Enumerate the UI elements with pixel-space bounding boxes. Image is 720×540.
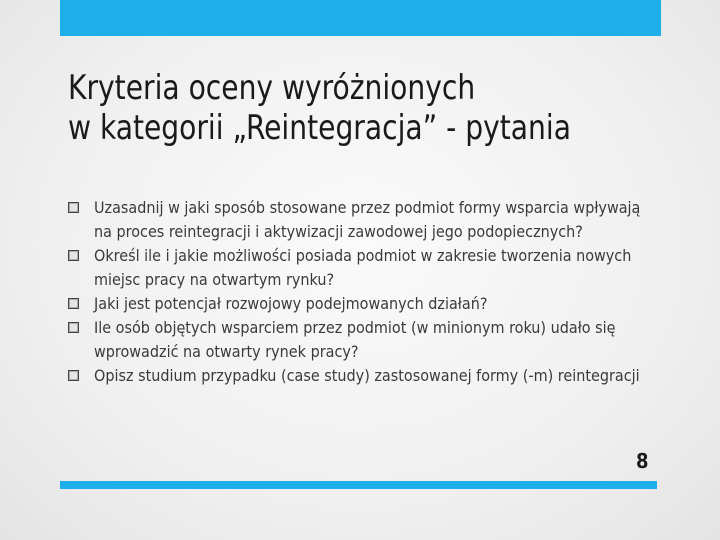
list-item <box>68 196 658 244</box>
list-item <box>68 316 658 364</box>
list-item <box>68 292 658 316</box>
bottom-accent-bar <box>60 481 657 489</box>
checkbox-square-icon <box>68 202 79 213</box>
top-accent-bar <box>60 0 661 36</box>
bullet-text: Opisz studium przypadku (case study) zastosowanej formy (-m) reintegracji <box>94 366 640 385</box>
bullet-text: Określ ile i jakie możliwości posiada podmiot w zakresie tworzenia nowych miejsc pracy na otwartym rynku? <box>94 246 632 289</box>
bullet-text: Uzasadnij w jaki sposób stosowane przez podmiot formy wsparcia wpływają na proces reintegracji i aktywizacji zawodowej jego podopiecznych? <box>94 198 641 241</box>
checkbox-square-icon <box>68 298 79 309</box>
title-line-2: w kategorii „Reintegracja” - pytania <box>68 108 571 148</box>
slide-title <box>68 68 620 148</box>
bullet-text: Jaki jest potencjał rozwojowy podejmowanych działań? <box>94 294 488 313</box>
checkbox-square-icon <box>68 370 79 381</box>
checkbox-square-icon <box>68 322 79 333</box>
list-item <box>68 364 658 388</box>
bullet-list <box>68 196 658 388</box>
bullet-text: Ile osób objętych wsparciem przez podmiot (w minionym roku) udało się wprowadzić na otwarty rynek pracy? <box>94 318 616 361</box>
checkbox-square-icon <box>68 250 79 261</box>
page-number: 8 <box>636 449 649 473</box>
title-line-1: Kryteria oceny wyróżnionych <box>68 68 476 108</box>
list-item <box>68 244 658 292</box>
